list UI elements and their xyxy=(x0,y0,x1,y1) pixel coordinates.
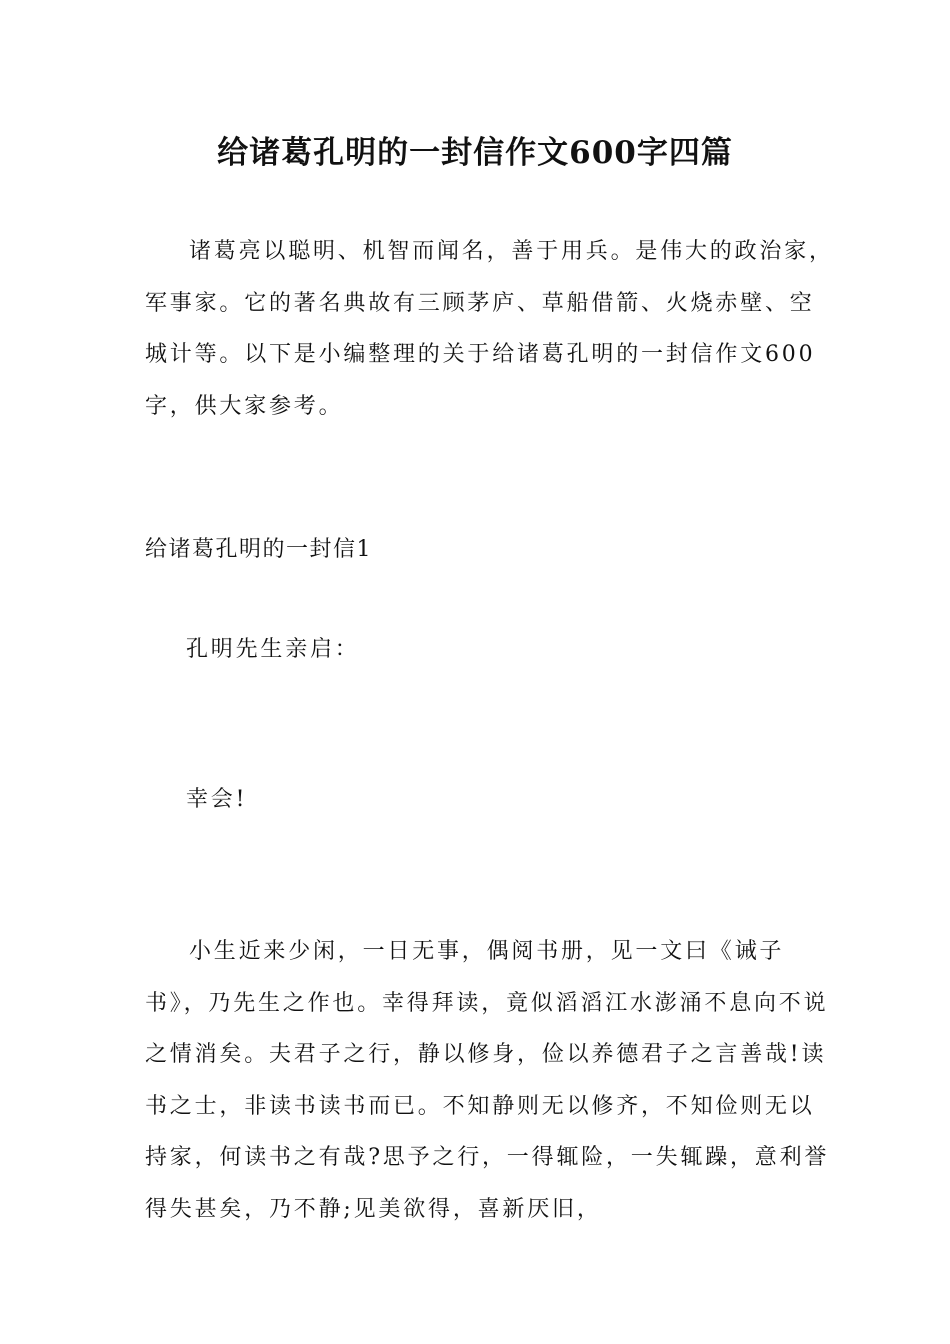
letter-greeting: 幸会! xyxy=(186,787,248,812)
letter-heading: 给诸葛孔明的一封信1 xyxy=(145,537,372,562)
intro-paragraph: 诸葛亮以聪明、机智而闻名，善于用兵。是伟大的政治家，军事家。它的著名典故有三顾茅庐、草船借箭、火烧赤壁、空城计等。以下是小编整理的关于给诸葛孔明的一封信作文600字，供大家参考。 xyxy=(145,239,834,419)
letter-body-paragraph: 小生近来少闲，一日无事，偶阅书册，见一文曰《诫子书》，乃先生之作也。幸得拜读，竟似滔滔江水澎涌不息向不说之情消矣。夫君子之行，静以修身，俭以养德君子之言善哉!读书之士，非读书读书而已。不知静则无以修齐，不知俭则无以持家，何读书之有哉?思予之行，一得辄险，一失辄躁，意利誉得失甚矣，乃不静;见美欲得，喜新厌旧， xyxy=(145,939,830,1222)
document-title: 给诸葛孔明的一封信作文600字四篇 xyxy=(217,135,733,171)
letter-salutation: 孔明先生亲启： xyxy=(186,637,360,662)
